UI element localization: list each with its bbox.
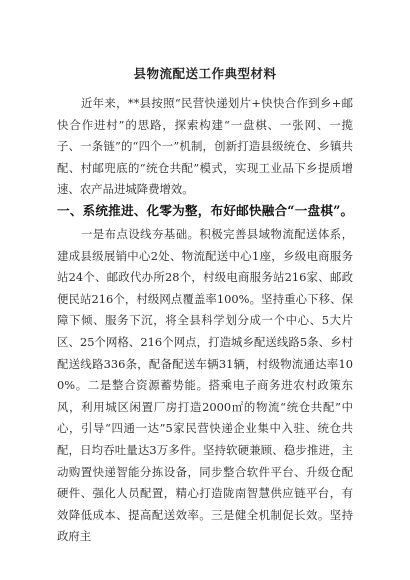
section-1-paragraph <box>57 224 353 548</box>
intro-paragraph <box>57 93 353 201</box>
intro-text: 近年来，**县按照“民营快递划片+快快合作到乡+邮快合作进村”的思路，探索构建“一盘棋、一张网、一揽子、一条链”的“四个一”机制，创新打造县级统仓、乡镇共配、村邮兜底的“统仓共配”模式，实现工业品下乡提质增速、农产品进城降费增效。 <box>57 96 353 197</box>
section-1-heading: 一、系统推进、化零为整，布好邮快融合“一盘棋”。 <box>57 203 354 218</box>
section-1-text: 一是布点设线夯基础。积极完善县域物流配送体系，建成县级展销中心2处、物流配送中心1座，乡级电商服务站24个、邮政代办所28个，村级电商服务站216家、邮政便民站216个，村级网点覆盖率100%。坚持重心下移、保障下倾、服务下沉，将全县科学划分成一个中心、5大片区、25个网格、216个网点，打造城乡配送线路5条、乡村配送线路336条，配备配送车辆31辆，村级物流通达率100%。二是整合资源蓄势能。搭乘电子商务进农村政策东风，利用城区闲置厂房打造2000㎡的物流“统仓共配”中心，引导“四通一达”5家民营快递企业集中入驻、统仓共配，日均吞吐量达3万多件。坚持软硬兼顾、稳步推进，主动购置快递智能分拣设备，同步整合软件平台、升级仓配硬件、强化人员配置，精心打造陇南智慧供应链平台，有效降低成本、提高配送效率。三是健全机制促长效。坚持政府主 <box>57 227 353 544</box>
document-title: 县物流配送工作典型材料 <box>133 66 277 81</box>
